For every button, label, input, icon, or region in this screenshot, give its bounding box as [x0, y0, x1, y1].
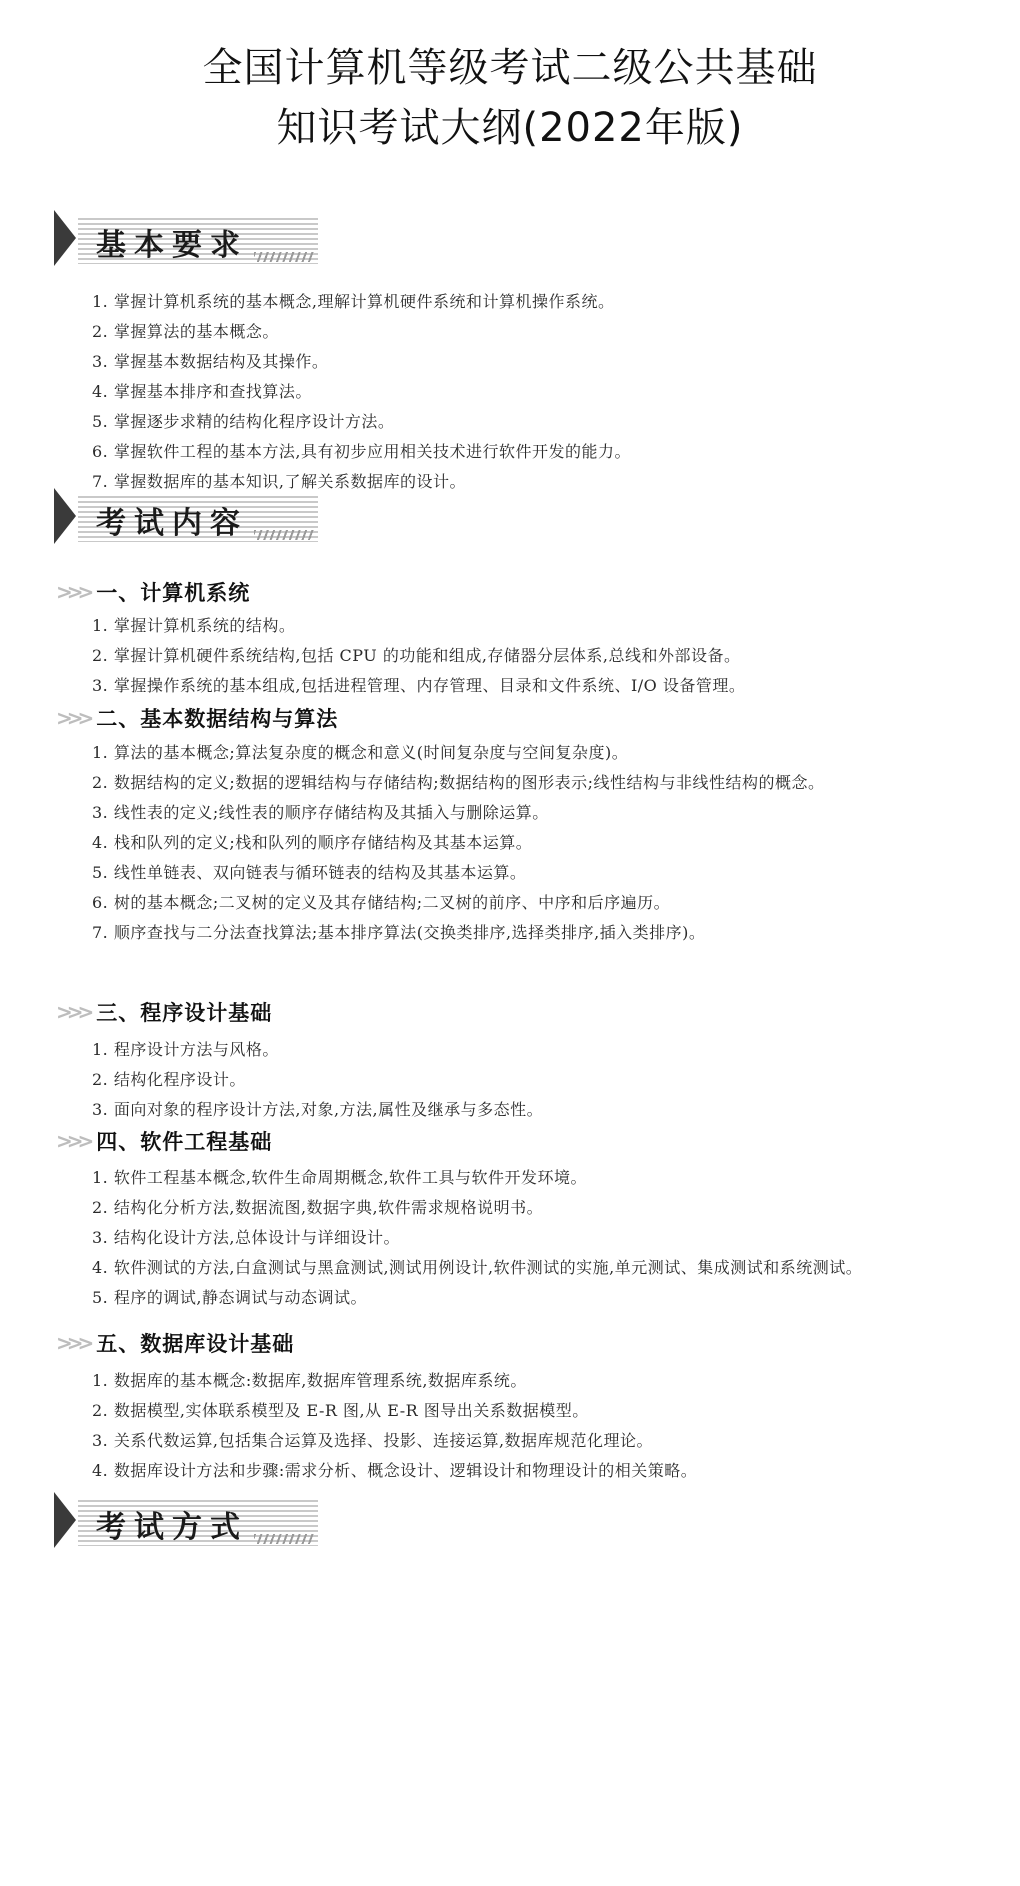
list-item: 1. 数据库的基本概念:数据库,数据库管理系统,数据库系统。	[92, 1371, 527, 1390]
subsection-heading-database: >>> 五、数据库设计基础	[56, 1331, 295, 1356]
basic-requirements-list	[58, 287, 978, 497]
list-item: 2. 掌握算法的基本概念。	[92, 322, 279, 341]
list-item: 4. 栈和队列的定义;栈和队列的顺序存储结构及其基本运算。	[92, 833, 533, 852]
banner-ticks	[254, 530, 314, 540]
list-item: 6. 掌握软件工程的基本方法,具有初步应用相关技术进行软件开发的能力。	[92, 442, 631, 461]
subsection-heading-programming: >>> 三、程序设计基础	[56, 1000, 273, 1025]
section-banner-basic-requirements	[54, 210, 274, 274]
list-item: 4. 数据库设计方法和步骤:需求分析、概念设计、逻辑设计和物理设计的相关策略。	[92, 1461, 698, 1480]
banner-triangle-icon	[54, 210, 76, 266]
document-title	[0, 38, 1020, 158]
double-chevron-icon: >>>	[56, 1331, 89, 1355]
data-structures-list	[58, 738, 978, 948]
list-item: 7. 掌握数据库的基本知识,了解关系数据库的设计。	[92, 472, 466, 491]
section-label: 考试方式	[96, 1510, 248, 1545]
subsection-heading-computer-system: >>> 一、计算机系统	[56, 580, 251, 605]
list-item: 2. 结构化分析方法,数据流图,数据字典,软件需求规格说明书。	[92, 1198, 544, 1217]
list-item: 2. 结构化程序设计。	[92, 1070, 246, 1089]
title-line-1: 全国计算机等级考试二级公共基础	[202, 45, 818, 91]
list-item: 1. 掌握计算机系统的结构。	[92, 616, 296, 635]
section-banner-exam-format	[54, 1492, 274, 1556]
list-item: 3. 线性表的定义;线性表的顺序存储结构及其插入与删除运算。	[92, 803, 549, 822]
database-list	[58, 1366, 978, 1486]
programming-list	[58, 1035, 978, 1125]
double-chevron-icon: >>>	[56, 1129, 89, 1153]
list-item: 4. 软件测试的方法,白盒测试与黑盒测试,测试用例设计,软件测试的实施,单元测试、集成测试和系统测试。	[92, 1258, 863, 1277]
list-item: 3. 掌握操作系统的基本组成,包括进程管理、内存管理、目录和文件系统、I/O 设备管理。	[92, 676, 746, 695]
list-item: 1. 掌握计算机系统的基本概念,理解计算机硬件系统和计算机操作系统。	[92, 292, 615, 311]
title-line-2: 知识考试大纲(2022年版)	[276, 105, 744, 151]
list-item: 1. 程序设计方法与风格。	[92, 1040, 279, 1059]
list-item: 1. 软件工程基本概念,软件生命周期概念,软件工具与软件开发环境。	[92, 1168, 588, 1187]
list-item: 2. 数据模型,实体联系模型及 E-R 图,从 E-R 图导出关系数据模型。	[92, 1401, 589, 1420]
banner-ticks	[254, 1534, 314, 1544]
section-banner-exam-content	[54, 488, 274, 552]
list-item: 4. 掌握基本排序和查找算法。	[92, 382, 312, 401]
subsection-heading-data-structures: >>> 二、基本数据结构与算法	[56, 706, 339, 731]
list-item: 3. 关系代数运算,包括集合运算及选择、投影、连接运算,数据库规范化理论。	[92, 1431, 654, 1450]
double-chevron-icon: >>>	[56, 706, 89, 730]
section-label: 基本要求	[96, 228, 248, 263]
list-item: 2. 数据结构的定义;数据的逻辑结构与存储结构;数据结构的图形表示;线性结构与非线性结构的概念。	[92, 773, 825, 792]
list-item: 5. 掌握逐步求精的结构化程序设计方法。	[92, 412, 395, 431]
list-item: 2. 掌握计算机硬件系统结构,包括 CPU 的功能和组成,存储器分层体系,总线和外部设备。	[92, 646, 741, 665]
subsection-heading-software-engineering: >>> 四、软件工程基础	[56, 1129, 273, 1154]
double-chevron-icon: >>>	[56, 1000, 89, 1024]
banner-triangle-icon	[54, 488, 76, 544]
software-engineering-list	[58, 1163, 978, 1313]
double-chevron-icon: >>>	[56, 580, 89, 604]
list-item: 3. 面向对象的程序设计方法,对象,方法,属性及继承与多态性。	[92, 1100, 544, 1119]
list-item: 1. 算法的基本概念;算法复杂度的概念和意义(时间复杂度与空间复杂度)。	[92, 743, 629, 762]
section-label: 考试内容	[96, 506, 248, 541]
banner-ticks	[254, 252, 314, 262]
banner-triangle-icon	[54, 1492, 76, 1548]
list-item: 7. 顺序查找与二分法查找算法;基本排序算法(交换类排序,选择类排序,插入类排序)。	[92, 923, 706, 942]
list-item: 3. 结构化设计方法,总体设计与详细设计。	[92, 1228, 400, 1247]
computer-system-list	[58, 611, 978, 701]
list-item: 6. 树的基本概念;二叉树的定义及其存储结构;二叉树的前序、中序和后序遍历。	[92, 893, 671, 912]
list-item: 5. 程序的调试,静态调试与动态调试。	[92, 1288, 367, 1307]
list-item: 3. 掌握基本数据结构及其操作。	[92, 352, 329, 371]
list-item: 5. 线性单链表、双向链表与循环链表的结构及其基本运算。	[92, 863, 527, 882]
